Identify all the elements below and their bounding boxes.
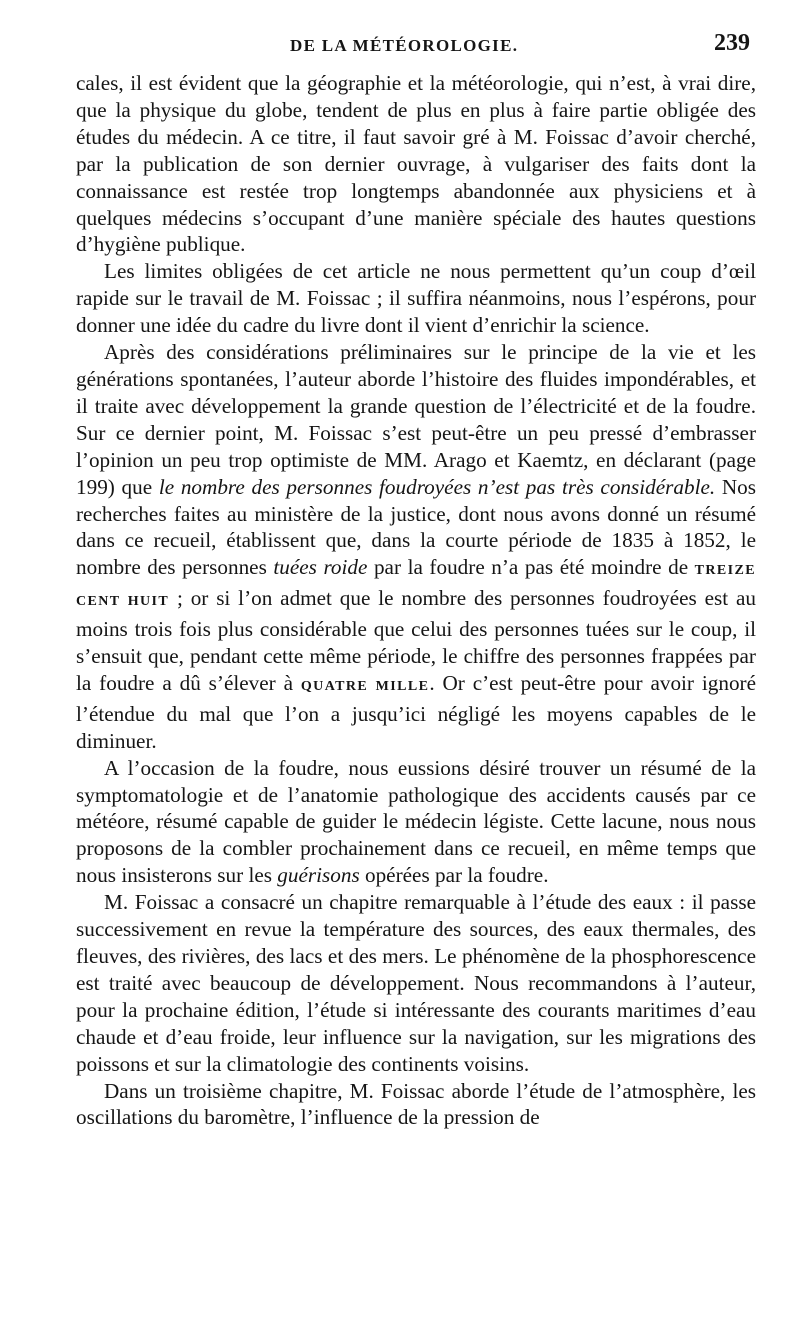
paragraph-4-text-c: opérées par la foudre. <box>359 863 549 888</box>
paragraph-6: Dans un troisième chapitre, M. Foissac aborde l’étude de l’atmosphère, les oscillations du baromètre, l’influence de la pression de <box>76 1078 756 1130</box>
paragraph-4-italic-term: guérisons <box>277 863 360 888</box>
paragraph-3-caps-estimate: QUATRE MILLE <box>300 678 430 694</box>
paragraph-5: M. Foissac a consacré un chapitre remarquable à l’étude des eaux : il passe successivement en revue la température des sources, des eaux thermales, des fleuves, des rivières, des lacs et des mers. Le phénomène de la phosphorescence est traité avec beaucoup de développement. Nous recommandons à l’auteur, pour la prochaine édition, l’étude si intéressante des courants maritimes d’eau chaude et d’eau froide, leur influence sur la navigation, sur les migrations des poissons et sur la climatologie des continents voisins. <box>76 890 756 1076</box>
paragraph-3-text-a: Après des considérations préliminaires sur le principe de la vie et les générations spontanées, l’auteur aborde l’histoire des fluides impondérables, et il traite avec développement la grande question de l’électricité et de la foudre. Sur ce dernier point, M. Foissac s’est peut-être un peu pressé d’embrasser l’opinion un peu trop optimiste de MM. Arago et Kaemtz, en déclarant (page 199) que <box>76 340 756 499</box>
paragraph-4 <box>76 755 756 890</box>
running-title: DE LA MÉTÉOROLOGIE. <box>290 36 519 55</box>
paragraph-3-text-g: ; or si l’on admet que le nombre des personnes foudroyées est au moins trois fois plus considérable que celui des personnes tuées sur le coup, il s’ensuit que, pendant cette même période, le chiffre des personnes frappées par la foudre a dû s’élever à <box>76 586 757 695</box>
paragraph-3-text-i: . Or c’est peut-être pour avoir ignoré l’étendue du mal que l’on a jusqu’ici négligé les moyens capables de le diminuer. <box>76 670 756 753</box>
paragraph-2: Les limites obligées de cet article ne nous permettent qu’un coup d’œil rapide sur le travail de M. Foissac ; il suffira néanmoins, nous l’espérons, pour donner une idée du cadre du livre dont il vient d’enrichir la science. <box>76 259 756 338</box>
paragraph-1: cales, il est évident que la géographie et la météorologie, qui n’est, à vrai dire, que la physique du globe, tendent de plus en plus à faire partie obligée des études du médecin. A ce titre, il faut savoir gré à M. Foissac d’avoir cherché, par la publication de son dernier ouvrage, à vulgariser des faits dont la connaissance est restée trop longtemps abandonnée aux physiciens et à quelques médecins s’occupant d’une manière spéciale des hautes questions d’hygiène publique. <box>76 71 756 257</box>
body-text <box>76 70 756 1131</box>
paragraph-3-caps-count: TREIZE CENT HUIT <box>76 563 756 610</box>
paragraph-3-italic-quote: le nombre des personnes foudroyées n’est pas très considérable. <box>158 474 716 499</box>
paragraph-3-text-c: Nos recherches faites au ministère de la justice, dont nous avons donné un résumé dans ce recueil, établissent que, dans la courte période de 1835 à 1852, le nombre des personnes <box>76 474 757 580</box>
running-head <box>78 30 756 70</box>
paragraph-3-text-e: par la foudre n’a pas été moindre de <box>367 555 695 580</box>
paragraph-3-italic-term: tuées roide <box>273 555 368 580</box>
paragraph-4-text-a: A l’occasion de la foudre, nous eussions désiré trouver un résumé de la symptomatologie et de l’anatomie pathologique des accidents causés par ce météore, résumé capable de guider le médecin légiste. Cette lacune, nous nous proposons de la combler prochainement dans ce recueil, en même temps que nous insisterons sur les <box>76 755 756 888</box>
page-number: 239 <box>714 30 750 56</box>
paragraph-3 <box>76 339 756 755</box>
